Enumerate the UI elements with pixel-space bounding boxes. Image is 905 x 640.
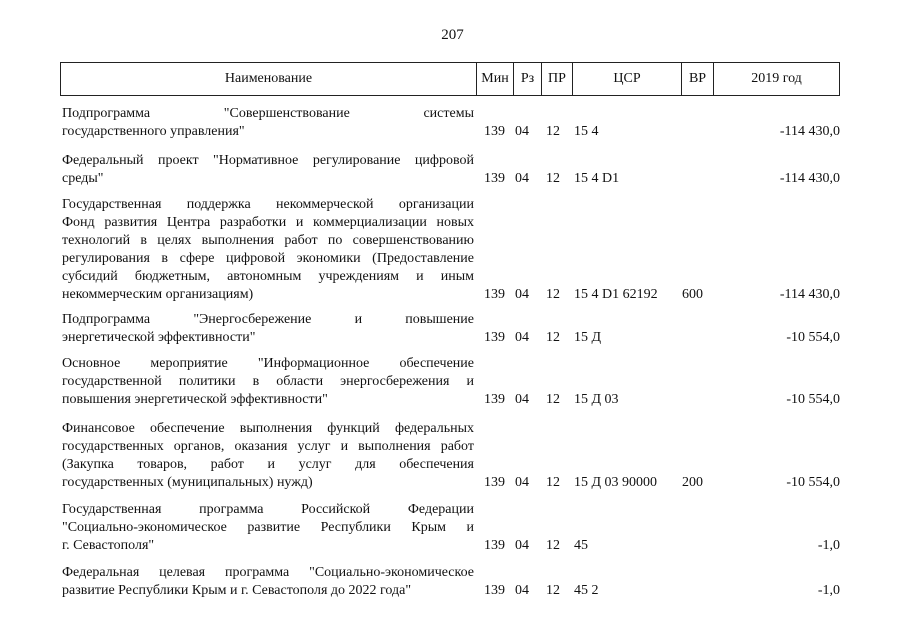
row-min: 139 — [484, 538, 505, 553]
table-header — [60, 62, 840, 96]
row-codes — [62, 170, 840, 188]
row-name-line: (Закупка товаров, работ и услуг для обеспечения — [62, 457, 474, 472]
row-codes — [62, 391, 840, 409]
row-pr: 12 — [546, 124, 560, 139]
row-pr: 12 — [546, 538, 560, 553]
row-value: -1,0 — [817, 583, 840, 598]
header-csr: ЦСР — [573, 63, 682, 95]
row-name-line: субсидий бюджетным, автономным учреждениям и иным — [62, 269, 474, 284]
row-min: 139 — [484, 475, 505, 490]
page-number: 207 — [441, 27, 464, 43]
row-rz: 04 — [515, 330, 529, 345]
row-name-line: Государственная программа Российской Федерации — [62, 502, 474, 517]
row-name-line: энергетической эффективности" — [62, 330, 256, 345]
row-name-line: Подпрограмма "Энергосбережение и повышение — [62, 312, 474, 327]
row-name-line: Основное мероприятие "Информационное обеспечение — [62, 356, 474, 371]
row-pr: 12 — [546, 475, 560, 490]
row-name-line: государственного управления" — [62, 124, 245, 139]
header-pr: ПР — [542, 63, 573, 95]
row-rz: 04 — [515, 287, 529, 302]
row-value: -10 554,0 — [786, 330, 840, 345]
row-csr: 45 2 — [574, 583, 599, 598]
row-csr: 15 4 D1 — [574, 171, 620, 186]
row-csr: 15 4 — [574, 124, 599, 139]
table-row — [62, 105, 840, 141]
row-name-line: Федеральная целевая программа "Социально-экономическое — [62, 565, 474, 580]
row-rz: 04 — [515, 538, 529, 553]
row-name-line: Финансовое обеспечение выполнения функций федеральных — [62, 421, 474, 436]
row-pr: 12 — [546, 171, 560, 186]
row-min: 139 — [484, 171, 505, 186]
row-rz: 04 — [515, 392, 529, 407]
row-value: -10 554,0 — [786, 475, 840, 490]
row-codes — [62, 537, 840, 555]
header-year: 2019 год — [751, 71, 802, 86]
row-csr: 15 4 D1 62192 — [574, 287, 658, 302]
row-pr: 12 — [546, 583, 560, 598]
row-csr: 45 — [574, 538, 588, 553]
row-value: -114 430,0 — [779, 287, 840, 302]
row-value: -114 430,0 — [779, 124, 840, 139]
header-name: Наименование — [61, 63, 477, 95]
row-rz: 04 — [515, 171, 529, 186]
row-codes — [62, 329, 840, 347]
row-codes — [62, 474, 840, 492]
row-codes — [62, 123, 840, 141]
header-rz: Рз — [514, 63, 542, 95]
row-vr: 600 — [682, 287, 703, 302]
row-name-line: регулирования в сфере цифровой экономики (Предоставление — [62, 251, 474, 266]
row-name-line: технологий в целях выполнения работ по совершенствованию — [62, 233, 474, 248]
table-row — [62, 311, 840, 347]
header-vr: ВР — [682, 63, 714, 95]
row-name-line: некоммерческим организациям) — [62, 287, 254, 302]
row-name-line: среды" — [62, 171, 104, 186]
table-row — [62, 152, 840, 188]
row-vr: 200 — [682, 475, 703, 490]
row-pr: 12 — [546, 287, 560, 302]
row-min: 139 — [484, 124, 505, 139]
row-name-line: Подпрограмма "Совершенствование системы — [62, 106, 474, 121]
table-row — [62, 196, 840, 304]
row-csr: 15 Д 03 90000 — [574, 475, 658, 490]
row-codes — [62, 286, 840, 304]
row-value: -114 430,0 — [779, 171, 840, 186]
row-min: 139 — [484, 287, 505, 302]
row-name-line: Федеральный проект "Нормативное регулирование цифровой — [62, 153, 474, 168]
row-value: -10 554,0 — [786, 392, 840, 407]
table-row — [62, 564, 840, 600]
row-pr: 12 — [546, 392, 560, 407]
row-name-line: развитие Республики Крым и г. Севастополя до 2022 года" — [62, 583, 412, 598]
row-rz: 04 — [515, 124, 529, 139]
row-csr: 15 Д — [574, 330, 602, 345]
row-name-line: государственных органов, оказания услуг и выполнения работ — [62, 439, 474, 454]
row-csr: 15 Д 03 — [574, 392, 619, 407]
header-min: Мин — [477, 63, 514, 95]
row-name-line: Фонд развития Центра разработки и коммерциализации новых — [62, 215, 474, 230]
row-pr: 12 — [546, 330, 560, 345]
table-row — [62, 355, 840, 409]
row-min: 139 — [484, 392, 505, 407]
row-name-line: "Социально-экономическое развитие Республики Крым и — [62, 520, 474, 535]
row-codes — [62, 582, 840, 600]
row-min: 139 — [484, 330, 505, 345]
row-name-line: повышения энергетической эффективности" — [62, 392, 328, 407]
row-name-line: г. Севастополя" — [62, 538, 155, 553]
row-value: -1,0 — [817, 538, 840, 553]
row-name-line: государственных (муниципальных) нужд) — [62, 475, 313, 490]
row-name-line: Государственная поддержка некоммерческой организации — [62, 197, 474, 212]
table-row — [62, 501, 840, 555]
table-row — [62, 420, 840, 492]
row-name-line: государственной политики в области энергосбережения и — [62, 374, 474, 389]
row-rz: 04 — [515, 583, 529, 598]
row-min: 139 — [484, 583, 505, 598]
row-rz: 04 — [515, 475, 529, 490]
